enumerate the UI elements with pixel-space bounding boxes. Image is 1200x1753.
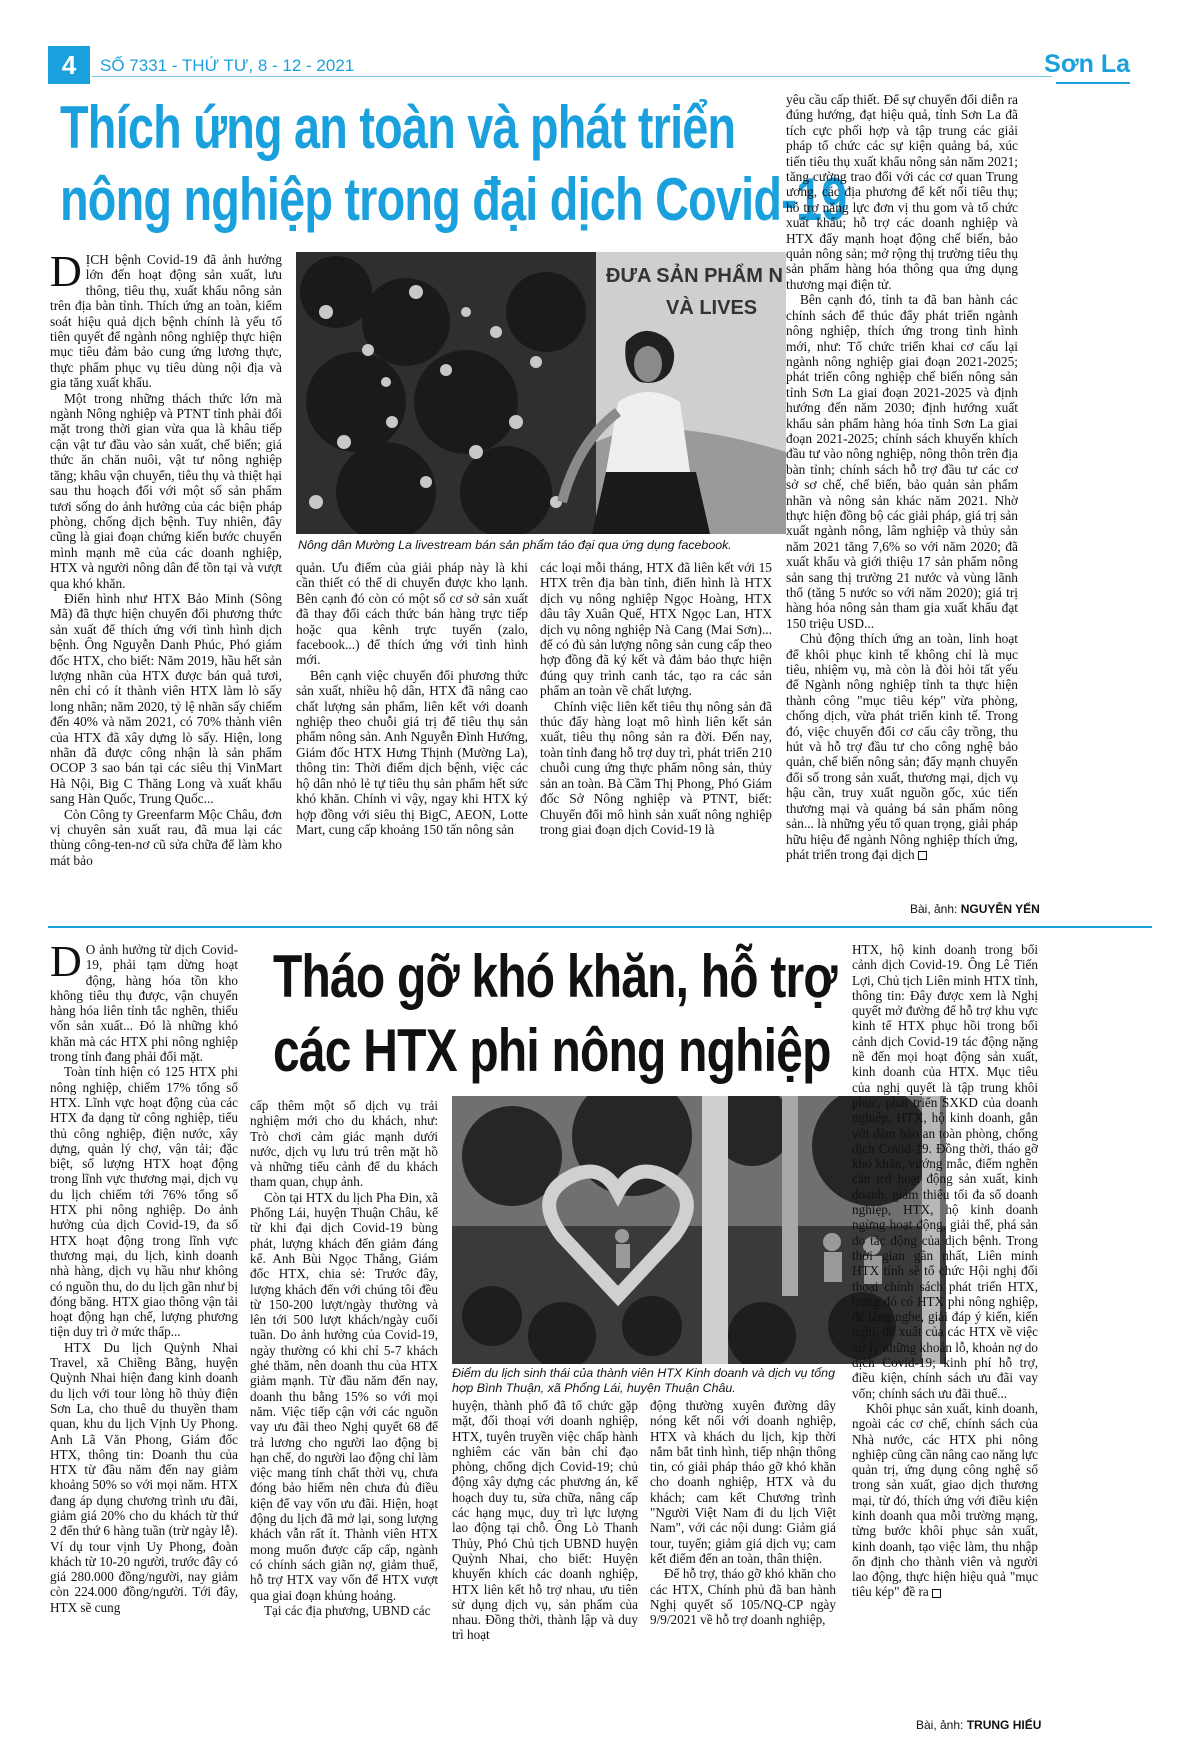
page-header: [0, 44, 1200, 84]
article1-dropcap: D: [50, 252, 82, 296]
article1-paragraph: Bên cạnh đó, tỉnh ta đã ban hành các chính sách để thúc đẩy phát triển ngành nông nghiệp, thích ứng trong tình hình mới, như: Tổ chức triển khai cơ cấu lại ngành nông nghiệp giai đoạn 2021-2025; phát triển công nghiệp chế biến nông sản tỉnh Sơn La giai đoạn 2021-2025 và định hướng đến năm 2030; định hướng xuất khẩu sản phẩm hàng hóa tỉnh Sơn La giai đoạn 2021-2025; chính sách khuyến khích đầu tư vào nông nghiệp, nông thôn trên địa bàn tỉnh; chính sách hỗ trợ đầu tư các cơ sở sơ chế, chế biến, bảo quản sản phẩm nhãn và nông sản khác năm 2021. Nhờ thực hiện đồng bộ các giải pháp, giá trị sản xuất ngành nông, lâm nghiệp và thủy sản năm 2021 tăng 7,6% so với năm 2020; đã xuất khẩu và giới thiệu 17 sản phẩm nông sản sang thị trường 21 nước và vùng lãnh thổ (tăng 5 nước so với năm 2020); giá trị hàng hóa nông sản tham gia xuất khẩu đạt 150 triệu USD...: [786, 292, 1018, 631]
article2-paragraph: Còn tại HTX du lịch Pha Đin, xã Phổng Lái, huyện Thuận Châu, kể từ khi đại dịch Covid-19 bùng phát, lượng khách đến giảm đáng kể. Anh Bùi Ngọc Thắng, Giám đốc HTX, chia sẻ: Trước đây, lượng khách đến với chúng tôi đều từ 150-200 lượt/ngày thường và lên tới 500 lượt khách/ngày cuối tuần. Do ảnh hưởng của Covid-19, ngày thường có khi chỉ 5-7 khách ghé thăm, nên doanh thu của HTX giảm mạnh. Từ đầu năm đến nay, doanh thu bằng 15% so với mọi năm. Việc tiếp cận với các nguồn vay ưu đãi theo Nghị quyết 68 để trả lương cho người lao động bị hạn chế, do người lao động chỉ làm việc mang tính chất thời vụ, chưa đóng bảo hiểm nên chưa đủ điều kiện để vay vốn ưu đãi. Hiện, hoạt động du lịch đã mở lại, song lượng khách vẫn rất ít. Thành viên HTX mong muốn được cấp cấp, ngành có chính sách giãn nợ, giảm thuế, hỗ trợ HTX vay vốn để HTX vượt qua giai đoạn khủng hoảng.: [250, 1189, 438, 1603]
article1-lead: DỊCH bệnh Covid-19 đã ảnh hưởng lớn đến hoạt động sản xuất, lưu thông, tiêu thụ, xuất khẩu nông sản trên địa bàn tỉnh. Thích ứng an toàn, kiểm soát hiệu quả dịch bệnh chính là yếu tố tiên quyết để ngành nông nghiệp thực hiện mục tiêu đảm bảo cung ứng lương thực, thực phẩm phục vụ tiêu dùng nội địa và gia tăng xuất khẩu.: [50, 252, 282, 391]
article2-column-3: [452, 1398, 638, 1714]
article1-column-1: [50, 252, 282, 922]
article1-paragraph: Một trong những thách thức lớn mà ngành Nông nghiệp và PTNT tỉnh phải đối mặt trong thời gian vừa qua là khâu tiếp cận vật tư đầu vào sản xuất, chế biến; giá thức ăn chăn nuôi, vật tư nông nghiệp tăng; khâu vận chuyển, tiêu thụ và thiệt hại sau thu hoạch đối với một số sản phẩm tươi sống do ảnh hưởng của các biện pháp phòng, chống dịch bệnh. Tuy nhiên, đây cũng là giai đoạn chứng kiến bước chuyển mình mạnh mẽ của các doanh nghiệp, HTX và người nông dân để tồn tại và vượt qua khó khăn.: [50, 390, 282, 591]
article1-paragraph: quản. Ưu điểm của giải pháp này là khi cần thiết có thể di chuyển được kho lạnh. Bên cạnh đó còn có một số cơ sở sản xuất đã thay đổi cách thức bán hàng trực tiếp hoặc qua kênh trực tuyến (zalo, facebook...) để thích ứng với tình hình mới.: [296, 560, 528, 668]
article2-title-line1: Tháo gỡ khó khăn, hỗ trợ: [273, 943, 837, 1010]
end-mark-icon: [932, 1589, 941, 1598]
issue-info: SỐ 7331 - THỨ TƯ, 8 - 12 - 2021: [100, 56, 355, 75]
article1-paragraph: Điển hình như HTX Bảo Minh (Sông Mã) đã thực hiện chuyển đổi phương thức sản xuất để thích ứng với tình hình dịch bệnh. Ông Nguyễn Danh Phúc, Phó giám đốc HTX, cho biết: Năm 2019, hầu hết sản lượng nhãn của HTX được bán quả tươi, nên chỉ có ít thành viên HTX làm lò sấy long nhãn; năm 2020, tỷ lệ nhãn sấy chiếm đến 40% và năm 2021, có 70% thành viên của HTX đã xây dựng lò sấy. Hiện, long nhãn đã được công nhận là sản phẩm OCOP 3 sao bán tại các siêu thị VinMart Hà Nội, Big C Thăng Long và xuất khẩu sang Hàn Quốc, Trung Quốc...: [50, 590, 282, 807]
header-rule: [92, 76, 1052, 77]
section-label: Sơn La: [1044, 50, 1130, 78]
article1-paragraph: yêu cầu cấp thiết. Để sự chuyển đổi diễn ra đúng hướng, đạt hiệu quả, tỉnh Sơn La đã tích cực phối hợp và tập trung các giải pháp tổ chức các sự kiện quảng bá, xúc tiến tiêu thụ xuất khẩu nông sản năm 2021; tăng cường trao đổi với các cơ quan Trung ương, các địa phương để kết nối tiêu thụ; hỗ trợ năng lực đơn vị thu gom và tổ chức xuất khẩu; hỗ trợ các doanh nghiệp và HTX đẩy mạnh hoạt động chế biến, bảo quản nông sản; mở rộng thị trường tiêu thụ sản phẩm hàng hóa thông qua ứng dụng thương mại điện tử.: [786, 92, 1018, 292]
article2-column-5: [852, 942, 1038, 1712]
article1-paragraph: Chính việc liên kết tiêu thụ nông sản đã thúc đẩy hàng loạt mô hình liên kết sản xuất, tiêu thụ nông sản ra đời. Đến nay, toàn tỉnh đang hỗ trợ duy trì, phát triển 210 chuỗi cung ứng thực phẩm nông sản, thủy sản an toàn. Bà Cầm Thị Phong, Phó Giám đốc Sở Nông nghiệp và PTNT, biết: Chuyển đổi mô hình sản xuất nông nghiệp trong giai đoạn dịch Covid-19 là: [540, 698, 772, 837]
article2-title-line2: các HTX phi nông nghiệp: [273, 1017, 831, 1084]
article1-author: NGUYỄN YẾN: [960, 902, 1040, 916]
article1-paragraph: Còn Công ty Greenfarm Mộc Châu, đơn vị chuyên sản xuất rau, đã mua lại các thùng công-ten-nơ cũ sửa chữa để làm kho mát bảo: [50, 806, 282, 868]
article2-byline: Bài, ảnh: TRUNG HIẾU: [916, 1718, 1042, 1732]
banner-text-line2: VÀ LIVES: [666, 297, 758, 319]
article1-byline: Bài, ảnh: NGUYỄN YẾN: [910, 902, 1040, 916]
farmer-apple-photo: [296, 252, 786, 534]
article1-paragraph: Chủ động thích ứng an toàn, linh hoạt để khôi phục kinh tế không chỉ là mục tiêu, nhiệm vụ, mà còn là đòi hỏi tất yếu để Ngành nông nghiệp tỉnh ta thực hiện thành công "mục tiêu kép" vừa phòng, chống dịch, vừa phát triển kinh tế. Trong đó, việc chuyển đổi cơ cấu cây trồng, thu hút và hỗ trợ đầu tư cho công nghệ bảo quản, chế biến nông sản; đẩy mạnh chuyển đổi số trong sản xuất, thương mại, dịch vụ hậu cần, truy xuất nguồn gốc, xúc tiến thương mại và quảng bá sản phẩm nông sản... là những yếu tố quan trọng, giải pháp hữu hiệu để ngành Nông nghiệp thích ứng, phát triển trong đại dịch: [786, 631, 1018, 862]
article2-caption: Điểm du lịch sinh thái của thành viên HTX Kinh doanh và dịch vụ tổng hợp Bình Thuận, xã Phổng Lái, huyện Thuận Châu.: [452, 1366, 835, 1395]
article2-paragraph: động thường xuyên đường dây nóng kết nối với doanh nghiệp, HTX và khách du lịch, kịp thời nắm bắt tình hình, tiếp nhận thông tin, có giải pháp tháo gỡ khó khăn cho doanh nghiệp, HTX và du khách; cam kết Chương trình "Người Việt Nam đi du lịch Việt Nam", với các nội dung: Giảm giá tour, tuyến; giảm giá dịch vụ; cam kết điểm đến an toàn, thân thiện.: [650, 1398, 836, 1566]
article2-lead: D O ảnh hưởng từ dịch Covid-19, phải tạm dừng hoạt động, hàng hóa tồn kho không tiêu thụ được, vận chuyển hàng hóa liên tỉnh tắc nghẽn, thiếu vốn sản xuất... Đó là những khó khăn mà các HTX phi nông nghiệp trong tỉnh đang phải đối mặt.: [50, 942, 238, 1065]
article2-paragraph: Để hỗ trợ, tháo gỡ khó khăn cho các HTX, Chính phủ đã ban hành Nghị quyết số 105/NQ-CP ngày 9/9/2021 về hỗ trợ doanh nghiệp,: [650, 1566, 836, 1628]
article1-paragraph: các loại mỗi tháng, HTX đã liên kết với 15 HTX trên địa bàn tỉnh, điển hình là HTX dịch vụ nông nghiệp Ngọc Hoàng, HTX dâu tây Xuân Quế, HTX Ngọc Lan, HTX dịch vụ nông nghiệp Nà Cang (Mai Sơn)... để có đủ sản lượng nông sản cung cấp theo hợp đồng đã ký kết và đảm bảo thực hiện đúng quy trình canh tác, tạo ra các sản phẩm an toàn về chất lượng.: [540, 560, 772, 699]
article2-paragraph: Khôi phục sản xuất, kinh doanh, ngoài các cơ chế, chính sách của Nhà nước, các HTX phi nông nghiệp cũng cần nâng cao năng lực quản trị, ứng dụng công nghệ số trong sản xuất, giao dịch thương mại, từ đó, thích ứng với điều kiện kinh doanh qua mỗi trường mạng, từng bước khôi phục sản xuất, kinh doanh, tạo việc làm, thu nhập ổn định cho thành viên và người lao động, thực hiện hiệu quả "mục tiêu kép" đề ra: [852, 1400, 1038, 1600]
article-divider: [48, 926, 1152, 928]
article2-dropcap: D: [50, 942, 82, 986]
article2-paragraph: huyện, thành phố đã tổ chức gặp mặt, đối thoại với doanh nghiệp, HTX, tuyên truyền việc chấp hành nghiêm các văn bản chỉ đạo phòng, chống dịch Covid-19; chủ động xây dựng các phương án, kế hoạch duy tu, sửa chữa, nâng cấp các hạng mục, duy trì lực lượng lao động tại chỗ. Ông Lò Thanh Thủy, Phó Chủ tịch UBND huyện Quỳnh Nhai, cho biết: Huyện khuyến khích các doanh nghiệp, HTX liên kết hỗ trợ nhau, ưu tiên sử dụng dịch vụ, sản phẩm của nhau. Đồng thời, thành lập và duy trì hoạt: [452, 1398, 638, 1643]
article2-paragraph: HTX Du lịch Quỳnh Nhai Travel, xã Chiềng Bằng, huyện Quỳnh Nhai hiện đang kinh doanh du lịch với tour lòng hồ thủy điện Sơn La, cho thuê du thuyền tham quan, khu du lịch Vịnh Uy Phong. Anh Lã Văn Phong, Giám đốc HTX, thông tin: Doanh thu của HTX từ đầu năm đến nay giảm khoảng 50% so với mọi năm. HTX đang áp dụng chương trình ưu đãi, giảm giá 20% cho du khách từ thứ 2 đến thứ 6 hàng tuần (trừ ngày lễ). Ví dụ tour vịnh Uy Phong, đoàn khách từ 10-20 người, trước đây có giá 280.000 đồng/người, nay giảm còn 224.000 đồng/người. Tới đây, HTX sẽ cung: [50, 1339, 238, 1615]
page-number: 4: [48, 46, 90, 84]
article2-author: TRUNG HIẾU: [966, 1718, 1042, 1732]
end-mark-icon: [918, 851, 927, 860]
article1-caption: Nông dân Mường La livestream bán sản phẩm táo đại qua ứng dụng facebook.: [298, 538, 732, 552]
article2-column-4: [650, 1398, 836, 1714]
article1-column-3: [540, 560, 772, 920]
article2-column-1: [50, 942, 238, 1712]
article1-title-line1: Thích ứng an toàn và phát triển: [60, 94, 736, 161]
article1-paragraph: Bên cạnh việc chuyển đổi phương thức sản xuất, nhiều hộ dân, HTX đã nâng cao chất lượng sản phẩm, liên kết với doanh nghiệp theo chuỗi giá trị để tiêu thụ sản phẩm nông sản. Anh Nguyễn Đình Hướng, Giám đốc HTX Hưng Thịnh (Mường La), thông tin: Thời điểm dịch bệnh, việc các hộ dân nhỏ lẻ tự tiêu thụ sản phẩm hết sức khó khăn. Chính vì vậy, ngay khi HTX ký hợp đồng với siêu thị BigC, AEON, Lotte Mart, cung cấp khoảng 150 tấn nông sản: [296, 667, 528, 837]
article1-title-line2: nông nghiệp trong đại dịch Covid-19: [60, 166, 847, 233]
section-underline: [1056, 82, 1130, 84]
article1-title: [60, 92, 847, 236]
article2-paragraph: cấp thêm một số dịch vụ trải nghiệm mới cho du khách, như: Trò chơi cảm giác mạnh dưới nước, dịch vụ lưu trú trên mặt hồ và những tiểu cảnh để du khách tham quan, chụp ảnh.: [250, 1098, 438, 1190]
tree-trunk: [702, 1096, 728, 1364]
article2-paragraph: Toàn tỉnh hiện có 125 HTX phi nông nghiệp, chiếm 17% tổng số HTX. Lĩnh vực hoạt động của các HTX đa dạng từ công nghiệp, tiểu thủ công nghiệp, điện nước, xây dựng, quản lý chợ, vận tải; đặc biệt, số lượng HTX hoạt động trong lĩnh vực thương mại, dịch vụ du lịch chiếm tới 76% tổng số HTX phi nông nghiệp. Do ảnh hưởng của dịch Covid-19, đa số HTX hoạt động trong lĩnh vực thương mại, du lịch, kinh doanh nhà hàng, dịch vụ hầu như không có nguồn thu, do du lịch gần như bị đóng băng. HTX giao thông vận tải hoạt động hạn chế, lượng phương tiện duy trì ở mức thấp...: [50, 1064, 238, 1340]
article1-photo: [296, 252, 786, 534]
article2-title: [273, 940, 837, 1088]
article2-column-2: [250, 1098, 438, 1712]
article2-paragraph: HTX, hộ kinh doanh trong bối cảnh dịch Covid-19. Ông Lê Tiến Lợi, Chủ tịch Liên minh HTX tỉnh, thông tin: Đây được xem là Nghị quyết mở đường để hỗ trợ khu vực kinh tế HTX phục hồi trong bối cảnh dịch Covid-19 tác động nặng nề đến mọi hoạt động sản xuất, kinh doanh của HTX. Mục tiêu của nghị quyết là tập trung khôi phục, phát triển SXKD của doanh nghiệp, HTX, hộ kinh doanh, gắn với đảm bảo an toàn phòng, chống dịch Covid-19. Đồng thời, tháo gỡ khó khăn, vướng mắc, điểm nghẽn cản trở hoạt động sản xuất, kinh doanh, giảm thiểu tối đa số doanh nghiệp, HTX, hộ kinh doanh ngừng hoạt động, giải thể, phá sản do tác động của dịch bệnh. Trong thời gian gần nhất, Liên minh HTX tỉnh sẽ tổ chức Hội nghị đối thoại chính sách phát triển HTX, trong đó có HTX phi nông nghiệp, để lắng nghe, giải đáp ý kiến, kiến nghị, đề xuất của các HTX về việc xử lý những khoản lỗ, khoản nợ do dịch Covid-19; kinh phí hỗ trợ, điều kiện, chính sách ưu đãi vay vốn; chính sách ưu đãi thuế...: [852, 942, 1038, 1401]
banner-text-line1: ĐƯA SẢN PHẨM N: [606, 265, 783, 287]
article1-column-2: [296, 560, 528, 920]
article2-paragraph: Tại các địa phương, UBND các: [264, 1602, 431, 1618]
article1-column-4: [786, 92, 1018, 898]
